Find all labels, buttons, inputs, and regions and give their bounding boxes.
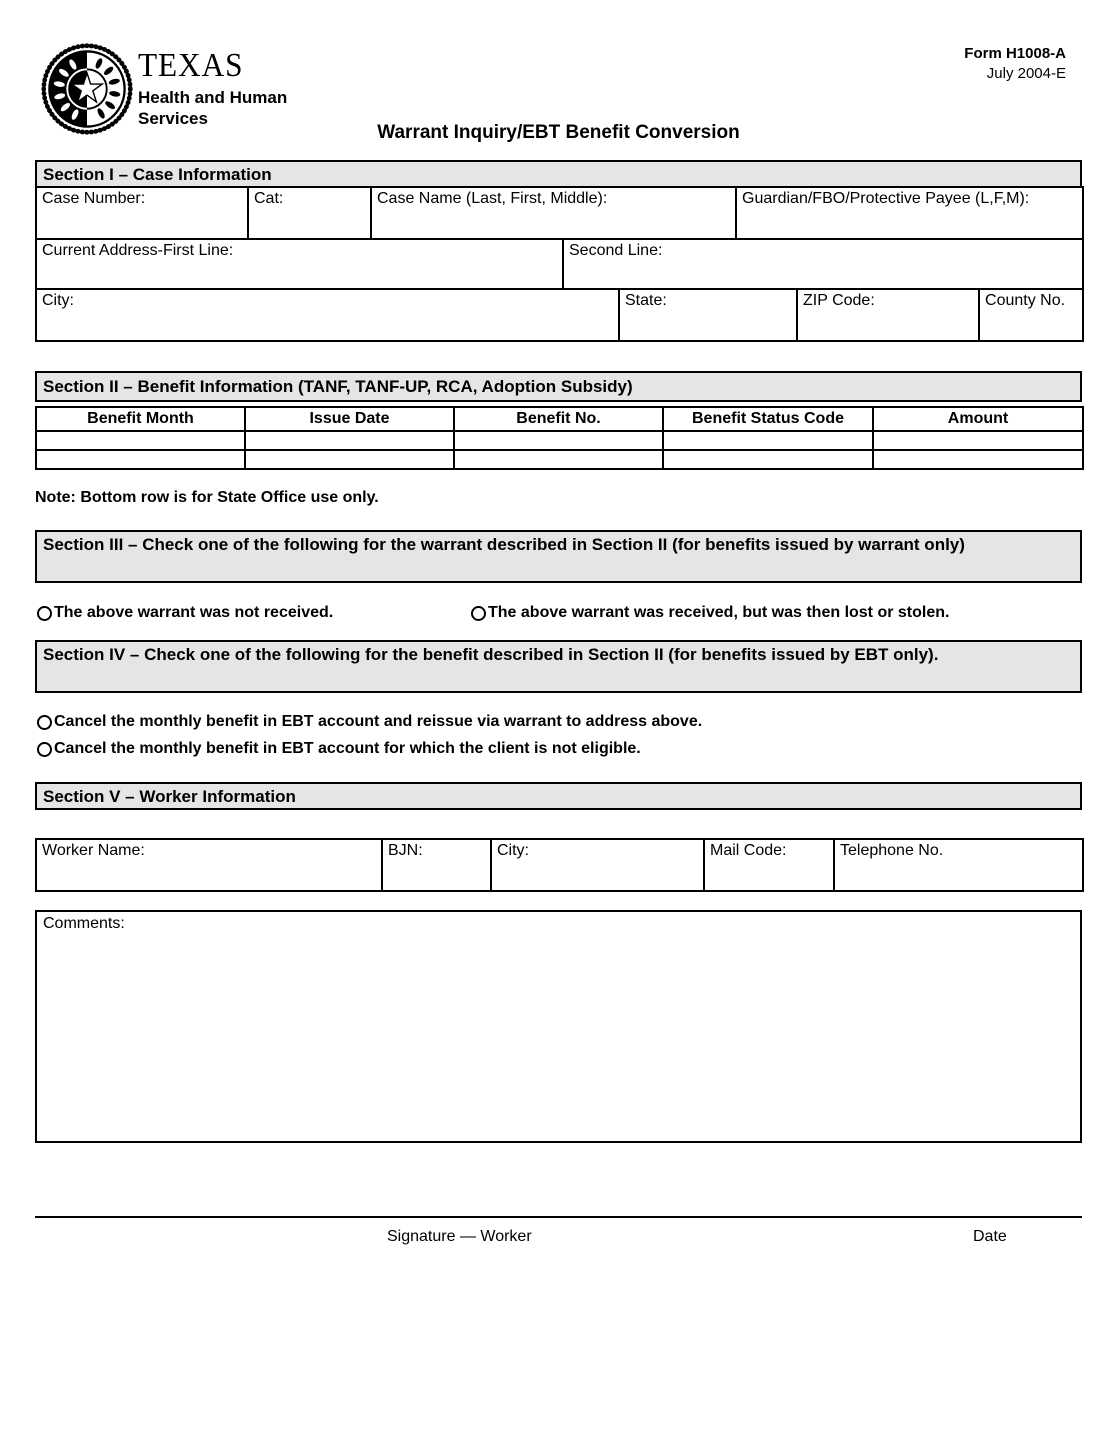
form-meta <box>964 44 1066 84</box>
city-label: City: <box>42 292 74 309</box>
case-number-label: Case Number: <box>42 190 146 207</box>
cancel-not-eligible-label: Cancel the monthly benefit in EBT account for which the client is not eligible. <box>54 740 641 757</box>
address-line1-field[interactable] <box>36 239 563 289</box>
bjn-label: BJN: <box>388 842 423 859</box>
form-title: Warrant Inquiry/EBT Benefit Conversion <box>377 122 740 143</box>
benefit-month-row2-cell[interactable] <box>36 450 245 469</box>
worker-city-label: City: <box>497 842 529 859</box>
guardian-label: Guardian/FBO/Protective Payee (L,F,M): <box>742 190 1030 207</box>
telephone-field[interactable] <box>834 839 1083 891</box>
amount-row2-cell[interactable] <box>873 450 1083 469</box>
worker-name-label: Worker Name: <box>42 842 145 859</box>
mail-code-label: Mail Code: <box>710 842 787 859</box>
warrant-lost-stolen-radio[interactable] <box>471 606 486 621</box>
warrant-lost-stolen-option <box>471 604 949 622</box>
bjn-field[interactable] <box>382 839 491 891</box>
warrant-not-received-option <box>37 604 333 622</box>
worker-table <box>35 838 1084 892</box>
warrant-not-received-radio[interactable] <box>37 606 52 621</box>
state-office-note: Note: Bottom row is for State Office use only. <box>35 489 379 506</box>
county-no-field[interactable] <box>979 289 1083 341</box>
worker-city-field[interactable] <box>491 839 704 891</box>
section1-table <box>35 186 1084 342</box>
form-revision-date: July 2004-E <box>986 65 1066 82</box>
benefit-status-code-header: Benefit Status Code <box>663 407 873 431</box>
zip-code-field[interactable] <box>797 289 979 341</box>
section2-header: Section II – Benefit Information (TANF, TANF-UP, RCA, Adoption Subsidy) <box>35 371 1082 402</box>
address-line2-label: Second Line: <box>569 242 663 259</box>
benefit-no-row2-cell[interactable] <box>454 450 663 469</box>
logo-dept-line1: Health and Human <box>138 88 288 107</box>
worker-name-field[interactable] <box>36 839 382 891</box>
address-line1-label: Current Address-First Line: <box>42 242 234 259</box>
section1-header: Section I – Case Information <box>35 160 1082 188</box>
form-number: Form H1008-A <box>964 45 1066 62</box>
guardian-field[interactable] <box>736 187 1083 239</box>
telephone-label: Telephone No. <box>840 842 944 859</box>
signature-line[interactable] <box>35 1216 1082 1218</box>
cancel-not-eligible-radio[interactable] <box>37 742 52 757</box>
issue-date-header: Issue Date <box>245 407 454 431</box>
benefit-month-row1-cell[interactable] <box>36 431 245 450</box>
case-number-field[interactable] <box>36 187 248 239</box>
case-name-field[interactable] <box>371 187 736 239</box>
county-no-label: County No. <box>985 292 1066 309</box>
state-field[interactable] <box>619 289 797 341</box>
benefit-no-row1-cell[interactable] <box>454 431 663 450</box>
cancel-reissue-warrant-option <box>37 713 702 731</box>
section3-options <box>35 604 1082 624</box>
state-label: State: <box>625 292 667 309</box>
logo-dept-line2: Services <box>138 109 208 128</box>
date-label: Date <box>973 1228 1007 1245</box>
warrant-not-received-label: The above warrant was not received. <box>54 604 334 621</box>
amount-row1-cell[interactable] <box>873 431 1083 450</box>
signature-worker-label: Signature — Worker <box>387 1228 532 1245</box>
cat-field[interactable] <box>248 187 371 239</box>
comments-box[interactable] <box>35 910 1082 1143</box>
issue-date-row1-cell[interactable] <box>245 431 454 450</box>
case-name-label: Case Name (Last, First, Middle): <box>377 190 608 207</box>
benefit-table <box>35 406 1084 470</box>
section5-header: Section V – Worker Information <box>35 782 1082 810</box>
issue-date-row2-cell[interactable] <box>245 450 454 469</box>
section4-header: Section IV – Check one of the following for the benefit described in Section II (for benefits issued by EBT only). <box>35 640 1082 693</box>
amount-header: Amount <box>873 407 1083 431</box>
logo-wordmark: TEXAS <box>138 47 244 84</box>
comments-label: Comments: <box>43 915 125 932</box>
cancel-not-eligible-option <box>37 740 641 758</box>
cancel-reissue-warrant-radio[interactable] <box>37 715 52 730</box>
cat-label: Cat: <box>254 190 284 207</box>
city-field[interactable] <box>36 289 619 341</box>
benefit-no-header: Benefit No. <box>454 407 663 431</box>
benefit-status-row2-cell[interactable] <box>663 450 873 469</box>
benefit-month-header: Benefit Month <box>36 407 245 431</box>
zip-code-label: ZIP Code: <box>803 292 875 309</box>
address-line2-field[interactable] <box>563 239 1083 289</box>
section3-header: Section III – Check one of the following for the warrant described in Section II (for benefits issued by warrant only) <box>35 530 1082 583</box>
mail-code-field[interactable] <box>704 839 834 891</box>
cancel-reissue-warrant-label: Cancel the monthly benefit in EBT account and reissue via warrant to address above. <box>54 713 703 730</box>
signature-row <box>35 1228 1082 1252</box>
benefit-status-row1-cell[interactable] <box>663 431 873 450</box>
warrant-lost-stolen-label: The above warrant was received, but was then lost or stolen. <box>488 604 950 621</box>
